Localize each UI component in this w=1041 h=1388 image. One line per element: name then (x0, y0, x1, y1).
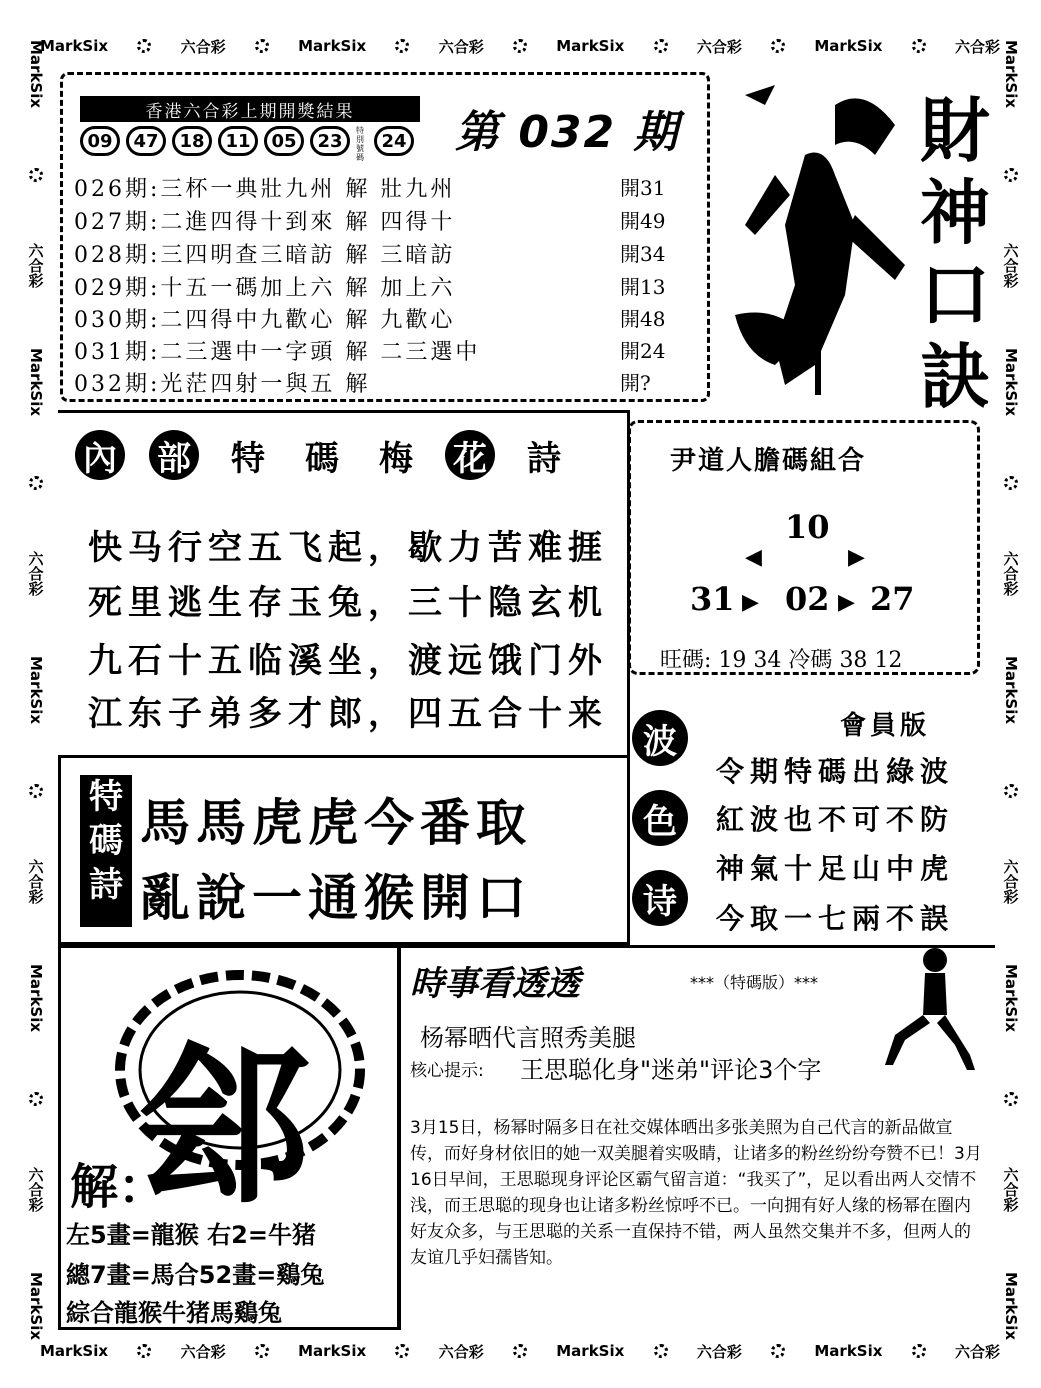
brand-text: MarkSix (298, 37, 367, 55)
lottery-text: 六合彩 (1001, 1166, 1020, 1212)
bottom-border (40, 1335, 1000, 1367)
warrior-illustration (715, 65, 935, 405)
zodiac-jie-label: 解： (70, 1159, 167, 1215)
flower-icon (1004, 168, 1018, 182)
news-hint: 王思聪化身"迷弟"评论3个字 (520, 1056, 822, 1084)
special-label: 特別號碼 (356, 126, 364, 162)
god-title (915, 90, 995, 418)
plum-poem-line: 九石十五临溪坐，渡远饿门外 (88, 641, 608, 681)
riddle-line: 028期:三四明查三暗訪 解 三暗訪 (74, 243, 456, 268)
special-ball: 24 (374, 126, 414, 156)
lottery-text: 六合彩 (696, 37, 742, 56)
riddle-line: 029期:十五一碼加上六 解 加上六 (74, 276, 456, 301)
flower-icon (29, 1092, 43, 1106)
news-body: 3月15日，杨幂时隔多日在社交媒体晒出多张美照为自己代言的新品做宣传，而好身材依旧的她一双美腿着实吸睛，让诸多的粉丝纷纷夸赞不已！3月16日早间，王思聪现身评论区霸气留言道：“我买了”，足以看出两人交情不浅，而王思聪的现身也让诸多粉丝惊呼不已。一向拥有好人缘的杨幂在圈内好友众多，与王思聪的关系一直保持不错，两人虽然交集并不多，但两人的友谊几乎妇孺皆知。 (410, 1118, 982, 1268)
special-poem-label (80, 775, 132, 927)
right-border (995, 40, 1027, 1340)
lottery-text: 六合彩 (954, 37, 1000, 56)
hot-number: 34 (753, 648, 782, 673)
cold-number: 12 (874, 648, 903, 673)
flower-icon (513, 1344, 527, 1358)
riddle-line: 026期:三杯一典壯九州 解 壯九州 (74, 177, 456, 202)
flower-icon (29, 168, 43, 182)
brand-text: MarkSix (27, 655, 45, 725)
lottery-text: 六合彩 (1001, 550, 1020, 596)
brand-text: MarkSix (1002, 1271, 1020, 1340)
god-title-char: 神 (920, 171, 990, 254)
flower-icon (771, 39, 785, 53)
result-ball: 09 (80, 126, 120, 156)
god-title-char: 財 (920, 89, 990, 172)
combo-right-number: 27 (870, 580, 915, 618)
riddle-open: 開49 (620, 209, 666, 233)
brand-text: MarkSix (814, 37, 883, 55)
flower-icon (654, 39, 668, 53)
brand-text: MarkSix (27, 1271, 45, 1340)
results-header: 香港六合彩上期開獎結果 (80, 96, 420, 122)
cold-label: 冷碼 (788, 648, 833, 673)
flower-icon (395, 1344, 409, 1358)
brand-text: MarkSix (27, 347, 45, 417)
wave-label-char: 色 (632, 790, 688, 846)
news-headline: 杨幂晒代言照秀美腿 (420, 1024, 636, 1052)
combo-top-number: 10 (785, 508, 830, 546)
brand-text: MarkSix (40, 37, 109, 55)
brand-text: MarkSix (814, 1342, 883, 1360)
flower-icon (29, 476, 43, 490)
zodiac-line: 綜合龍猴牛猪馬鷄兔 (66, 1299, 282, 1327)
brand-text: MarkSix (556, 37, 625, 55)
result-ball: 18 (172, 126, 212, 156)
riddle-open: 開34 (620, 242, 666, 266)
wave-label-char: 波 (632, 710, 688, 766)
flower-icon (771, 1344, 785, 1358)
wave-poem-line: 紅波也不可不防 (716, 803, 955, 836)
brand-text: MarkSix (27, 40, 45, 109)
flower-icon (654, 1344, 668, 1358)
wave-label-char: 诗 (632, 870, 688, 926)
god-title-char: 訣 (920, 335, 990, 418)
plum-title-char: 詩 (527, 438, 561, 479)
special-label-char: 詩 (89, 865, 123, 905)
combo-title: 尹道人膽碼組合 (670, 446, 867, 476)
news-title: 時事看透透 (410, 964, 580, 1004)
brand-text: MarkSix (1002, 655, 1020, 725)
plum-title-char: 特 (231, 438, 265, 479)
combo-left-number: 31 (690, 580, 735, 618)
flower-icon (513, 39, 527, 53)
riddle-open: 開48 (620, 307, 666, 331)
brand-text: MarkSix (1002, 40, 1020, 109)
plum-title-char: 碼 (305, 438, 339, 479)
lottery-text: 六合彩 (26, 242, 45, 288)
riddle-open: 開24 (620, 339, 666, 363)
left-border (20, 40, 52, 1340)
plum-title-char: 花 (445, 430, 495, 480)
special-poem-line: 馬馬虎虎今番取 (140, 793, 532, 852)
plum-title-char: 內 (75, 430, 125, 480)
lottery-text: 六合彩 (696, 1342, 742, 1361)
flower-icon (912, 1344, 926, 1358)
arrow-icon: ▶ (848, 545, 865, 570)
riddle-line: 030期:二四得中九歡心 解 九歡心 (74, 308, 456, 333)
lottery-text: 六合彩 (180, 1342, 226, 1361)
plum-poem-title (75, 430, 569, 480)
flower-icon (912, 39, 926, 53)
flower-icon (29, 784, 43, 798)
special-label-char: 特 (89, 777, 123, 817)
flower-icon (255, 39, 269, 53)
flower-icon (255, 1344, 269, 1358)
news-subtitle: ***（特碼版）*** (690, 973, 819, 992)
lottery-text: 六合彩 (438, 37, 484, 56)
arrow-icon: ▶ (742, 590, 759, 615)
flower-icon (137, 1344, 151, 1358)
wave-poem-line: 令期特碼出綠波 (716, 755, 955, 788)
plum-title-char: 部 (149, 430, 199, 480)
riddle-line: 032期:光茫四射一與五 解 (74, 372, 371, 397)
brand-text: MarkSix (1002, 963, 1020, 1032)
god-title-char: 口 (920, 253, 990, 336)
lottery-text: 六合彩 (26, 550, 45, 596)
lottery-text: 六合彩 (180, 37, 226, 56)
combo-center-number: 02 (785, 580, 830, 618)
wave-poem-line: 今取一七兩不誤 (716, 902, 955, 935)
plum-title-char: 梅 (379, 438, 413, 479)
hot-number: 19 (718, 648, 747, 673)
top-border (40, 30, 1000, 62)
news-hint-label: 核心提示: (410, 1061, 484, 1081)
special-poem-line: 亂說一通猴開口 (140, 868, 532, 927)
result-balls (80, 126, 414, 162)
lottery-text: 六合彩 (1001, 858, 1020, 904)
flower-icon (1004, 476, 1018, 490)
issue-number: 第 032 期 (455, 107, 680, 158)
member-edition: 會員版 (840, 711, 931, 741)
arrow-icon: ▶ (838, 590, 855, 615)
riddle-open: 開13 (620, 275, 666, 299)
brand-text: MarkSix (1002, 347, 1020, 417)
riddle-line: 031期:二三選中一字頭 解 二三選中 (74, 340, 481, 365)
lottery-text: 六合彩 (26, 1166, 45, 1212)
result-ball: 11 (218, 126, 258, 156)
lottery-text: 六合彩 (1001, 242, 1020, 288)
riddle-open: 開31 (620, 176, 666, 200)
result-ball: 23 (310, 126, 350, 156)
model-illustration (875, 945, 985, 1075)
riddle-line: 027期:二進四得十到來 解 四得十 (74, 210, 456, 235)
lottery-text: 六合彩 (438, 1342, 484, 1361)
flower-icon (137, 39, 151, 53)
brand-text: MarkSix (40, 1342, 109, 1360)
special-label-char: 碼 (89, 821, 123, 861)
flower-icon (395, 39, 409, 53)
wave-poem-line: 神氣十足山中虎 (716, 852, 955, 885)
plum-poem-line: 快马行空五飞起，歇力苦难捱 (88, 528, 608, 568)
arrow-icon: ◀ (745, 545, 762, 570)
zodiac-line: 左5畫=龍猴 右2=牛猪 (66, 1221, 316, 1249)
brand-text: MarkSix (556, 1342, 625, 1360)
hot-cold-numbers (660, 643, 902, 674)
plum-poem-line: 死里逃生存玉兔，三十隐玄机 (88, 583, 608, 623)
zodiac-line: 總7畫=馬合52畫=鷄兔 (66, 1261, 325, 1289)
hot-label: 旺碼: (660, 648, 712, 673)
riddle-open: 開? (620, 371, 651, 395)
result-ball: 05 (264, 126, 304, 156)
lottery-text: 六合彩 (954, 1342, 1000, 1361)
brand-text: MarkSix (27, 963, 45, 1032)
zodiac-big-character: 郐 (140, 1027, 311, 1227)
lottery-text: 六合彩 (26, 858, 45, 904)
flower-icon (1004, 1092, 1018, 1106)
result-ball: 47 (126, 126, 166, 156)
flower-icon (1004, 784, 1018, 798)
plum-poem-line: 江东子弟多才郎，四五合十来 (88, 694, 608, 734)
brand-text: MarkSix (298, 1342, 367, 1360)
cold-number: 38 (839, 648, 868, 673)
